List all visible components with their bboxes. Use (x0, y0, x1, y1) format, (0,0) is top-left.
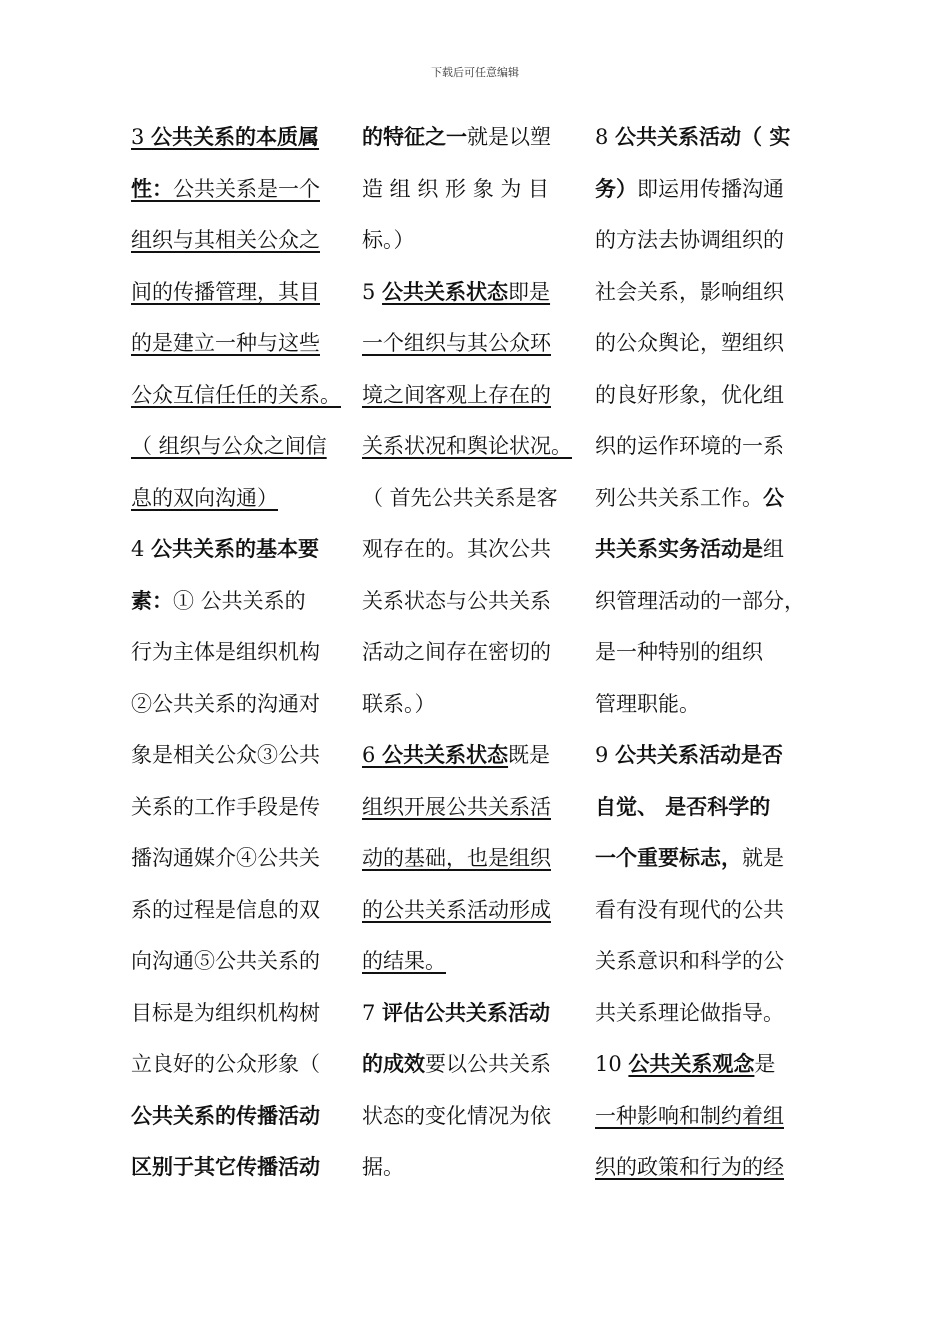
text-run: 即运用传播沟通 (637, 176, 784, 201)
text-run: 间的传播管理，其目 (131, 279, 320, 304)
text-line (131, 1091, 351, 1143)
text-line (131, 988, 351, 1040)
text-line (595, 318, 815, 370)
text-run: 要以公共关系 (425, 1052, 551, 1076)
text-run: 关系状态与公共关系 (362, 588, 551, 613)
text-run: 自觉、 是否科学的 (595, 794, 771, 819)
text-line (595, 421, 815, 473)
text-run: 关系状况和舆论状况。 (362, 434, 572, 458)
text-run: 一个重要标志， (595, 846, 742, 870)
text-run: 9 (595, 743, 616, 767)
text-line (131, 318, 351, 370)
text-run: 看有没有现代的公共 (595, 897, 784, 922)
text-line (131, 833, 351, 885)
text-run: ②公共关系的沟通对 (131, 691, 320, 716)
text-line (595, 885, 815, 937)
text-run: 的公众舆论，塑组织 (595, 331, 784, 355)
text-column-2 (362, 112, 582, 1194)
text-run: 共关系实务活动是 (595, 537, 763, 561)
text-line (131, 370, 351, 422)
text-run: 织的运作环境的一系 (595, 434, 784, 458)
text-run: 一种影响和制约着组 (595, 1103, 784, 1128)
text-run: 象是相关公众③公共 (131, 743, 320, 767)
text-run: 评估公共关系活动 (382, 1000, 551, 1025)
text-run: 3 (131, 125, 152, 149)
text-line (595, 576, 815, 628)
text-line (362, 627, 582, 679)
text-run: 既是 (508, 743, 551, 767)
text-run: 的成效 (362, 1052, 425, 1076)
text-line (362, 267, 582, 319)
page-header: 下载后可任意编辑 (431, 66, 519, 79)
text-run: 公共关系活动是否 (615, 743, 784, 767)
text-run: 区别于其它传播活动 (131, 1155, 320, 1179)
text-line (131, 524, 351, 576)
text-run: 10 (595, 1052, 629, 1076)
text-column-1 (131, 112, 351, 1194)
text-line (131, 936, 351, 988)
text-run: 的良好形象，优化组 (595, 382, 784, 407)
text-run: 息的双向沟通） (131, 485, 278, 510)
text-line (131, 885, 351, 937)
text-run: 织管理活动的一部分， (595, 588, 805, 613)
text-run: 公共关系状态 (382, 743, 509, 767)
text-run: 公共关系是一个 (173, 176, 320, 201)
text-run: 公共关系的传播活动 (131, 1103, 320, 1128)
text-line (131, 215, 351, 267)
text-run: 公共关系状态 (382, 279, 509, 304)
text-run: 的是建立一种与这些 (131, 331, 320, 355)
text-line (362, 885, 582, 937)
text-run: 播沟通媒介④公共关 (131, 846, 320, 870)
text-line (131, 421, 351, 473)
text-line (595, 782, 815, 834)
text-run: 6 (362, 743, 383, 767)
text-run: 据。 (362, 1155, 404, 1179)
text-line (362, 215, 582, 267)
text-line (362, 988, 582, 1040)
text-run: 境之间客观上存在的 (362, 382, 551, 407)
text-run: （ 首先公共关系是客 (362, 485, 558, 510)
text-run: 公共关系的基本要 (151, 537, 320, 561)
text-line (595, 112, 815, 164)
text-line (131, 576, 351, 628)
text-run: 组织与其相关公众之 (131, 228, 320, 252)
text-run: 织的政策和行为的经 (595, 1155, 784, 1179)
text-line (595, 679, 815, 731)
text-run: 的方法去协调组织的 (595, 228, 784, 252)
text-run: 是一种特别的组织 (595, 640, 763, 664)
text-line (362, 370, 582, 422)
text-line (362, 421, 582, 473)
text-run: 的特征之一 (362, 125, 467, 149)
text-run: 活动之间存在密切的 (362, 640, 551, 664)
text-line (595, 267, 815, 319)
text-run: 公 (763, 485, 784, 510)
text-run: 组织开展公共关系活 (362, 794, 551, 819)
text-run: 状态的变化情况为依 (362, 1103, 551, 1128)
text-column-3 (595, 112, 815, 1194)
text-run: 社会关系，影响组织 (595, 279, 784, 304)
text-line (595, 1142, 815, 1194)
text-run: （ 组织与公众之间信 (131, 434, 327, 458)
text-line (362, 576, 582, 628)
text-run: 列公共关系工作。 (595, 485, 763, 510)
text-run: 立良好的公众形象（ (131, 1052, 320, 1076)
text-line (131, 267, 351, 319)
text-run: 共关系理论做指导。 (595, 1000, 784, 1025)
text-line (595, 627, 815, 679)
text-line (362, 782, 582, 834)
text-line (362, 473, 582, 525)
text-run: 即是 (508, 279, 551, 304)
text-line (595, 215, 815, 267)
text-line (362, 679, 582, 731)
text-run: 7 (362, 1000, 383, 1025)
text-line (131, 473, 351, 525)
text-line (131, 164, 351, 216)
text-line (131, 1039, 351, 1091)
text-run: 关系的工作手段是传 (131, 794, 320, 819)
text-run: 组 (763, 537, 784, 561)
text-run: 行为主体是组织机构 (131, 640, 320, 664)
text-line (595, 1091, 815, 1143)
text-run: 公众互信任任的关系。 (131, 382, 341, 407)
text-line (595, 473, 815, 525)
text-line (595, 730, 815, 782)
text-run: 联系。） (362, 691, 436, 716)
text-line (131, 627, 351, 679)
text-run: 性： (131, 176, 173, 201)
text-line (595, 833, 815, 885)
text-run: 5 (362, 279, 383, 304)
text-line (131, 1142, 351, 1194)
text-run: 向沟通⑤公共关系的 (131, 949, 320, 973)
text-line (131, 112, 351, 164)
text-line (362, 833, 582, 885)
text-line (131, 730, 351, 782)
text-run: 造 组 织 形 象 为 目 (362, 176, 550, 201)
text-run: 4 (131, 537, 152, 561)
text-run: 关系意识和科学的公 (595, 949, 784, 973)
text-line (362, 1091, 582, 1143)
text-run: 观存在的。其次公共 (362, 537, 551, 561)
text-run: 就是以塑 (467, 125, 551, 149)
text-line (131, 679, 351, 731)
text-line (362, 318, 582, 370)
text-run: 标。） (362, 228, 415, 252)
text-run: 的结果。 (362, 949, 446, 973)
text-line (595, 370, 815, 422)
text-line (362, 112, 582, 164)
text-run: 8 (595, 125, 616, 149)
text-run: 素： (131, 588, 173, 613)
text-line (595, 988, 815, 1040)
text-line (362, 1142, 582, 1194)
text-line (362, 524, 582, 576)
text-line (595, 524, 815, 576)
text-line (362, 1039, 582, 1091)
text-line (362, 730, 582, 782)
text-line (362, 164, 582, 216)
text-line (595, 936, 815, 988)
text-run: 的公共关系活动形成 (362, 897, 551, 922)
text-run: 公共关系活动（ 实 (615, 125, 791, 149)
text-run: 公共关系观念 (628, 1052, 755, 1076)
text-run: 动的基础，也是组织 (362, 846, 551, 870)
text-run: 目标是为组织机构树 (131, 1000, 320, 1025)
text-run: 公共关系的本质属 (151, 125, 320, 149)
text-run: 管理职能。 (595, 691, 700, 716)
text-run: 务） (595, 176, 637, 201)
text-run: 就是 (742, 846, 784, 870)
text-line (595, 164, 815, 216)
text-run: ① 公共关系的 (173, 588, 306, 613)
text-line (131, 782, 351, 834)
text-line (362, 936, 582, 988)
text-line (595, 1039, 815, 1091)
text-run: 系的过程是信息的双 (131, 897, 320, 922)
text-run: 是 (754, 1052, 776, 1076)
text-run: 一个组织与其公众环 (362, 331, 551, 355)
